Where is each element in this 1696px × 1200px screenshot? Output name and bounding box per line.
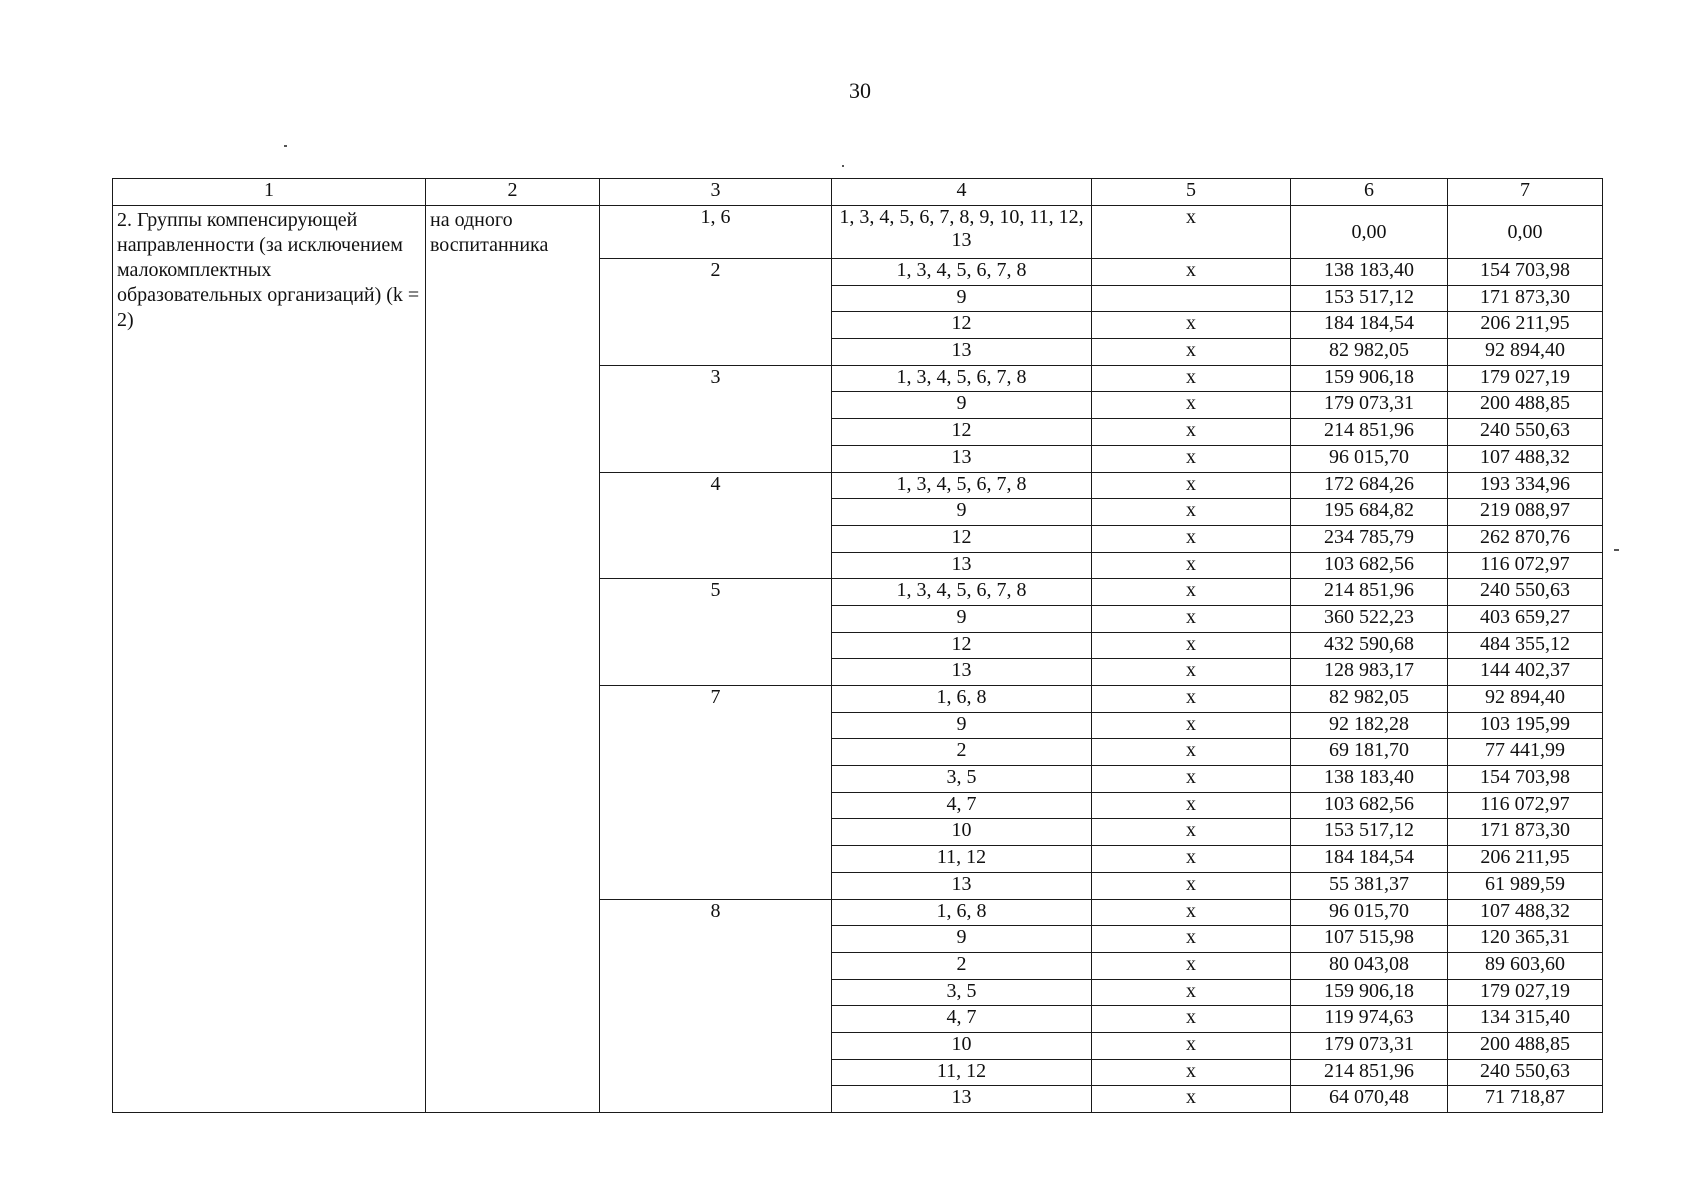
col7-cell: 240 550,63 bbox=[1448, 1059, 1603, 1086]
col5-cell: x bbox=[1092, 712, 1291, 739]
col6-cell: 82 982,05 bbox=[1291, 339, 1448, 366]
col6-cell: 138 183,40 bbox=[1291, 259, 1448, 286]
col5-cell: x bbox=[1092, 899, 1291, 926]
col6-cell: 82 982,05 bbox=[1291, 686, 1448, 713]
col5-cell: x bbox=[1092, 659, 1291, 686]
col6-cell: 214 851,96 bbox=[1291, 579, 1448, 606]
col5-cell: x bbox=[1092, 579, 1291, 606]
col7-cell: 200 488,85 bbox=[1448, 392, 1603, 419]
col6-cell: 80 043,08 bbox=[1291, 952, 1448, 979]
col5-cell: x bbox=[1092, 926, 1291, 953]
col4-cell: 1, 6, 8 bbox=[832, 686, 1092, 713]
col7-cell: 193 334,96 bbox=[1448, 472, 1603, 499]
col5-cell: x bbox=[1092, 499, 1291, 526]
col7-cell: 107 488,32 bbox=[1448, 899, 1603, 926]
col5-cell: x bbox=[1092, 766, 1291, 793]
col4-cell: 9 bbox=[832, 605, 1092, 632]
col5-cell: x bbox=[1092, 632, 1291, 659]
header-cell: 2 bbox=[426, 179, 600, 206]
col7-cell: 61 989,59 bbox=[1448, 872, 1603, 899]
col4-cell: 12 bbox=[832, 632, 1092, 659]
col5-cell: x bbox=[1092, 819, 1291, 846]
col4-cell: 2 bbox=[832, 952, 1092, 979]
col6-cell: 92 182,28 bbox=[1291, 712, 1448, 739]
col5-cell: x bbox=[1092, 552, 1291, 579]
col6-cell: 103 682,56 bbox=[1291, 552, 1448, 579]
col7-cell: 0,00 bbox=[1448, 206, 1603, 259]
col4-cell: 13 bbox=[832, 659, 1092, 686]
col6-cell: 184 184,54 bbox=[1291, 312, 1448, 339]
col5-cell: x bbox=[1092, 339, 1291, 366]
col5-cell: x bbox=[1092, 792, 1291, 819]
col5-cell: x bbox=[1092, 259, 1291, 286]
col5-cell: x bbox=[1092, 1059, 1291, 1086]
col7-cell: 262 870,76 bbox=[1448, 525, 1603, 552]
header-cell: 6 bbox=[1291, 179, 1448, 206]
col6-cell: 214 851,96 bbox=[1291, 1059, 1448, 1086]
col7-cell: 484 355,12 bbox=[1448, 632, 1603, 659]
scan-speck bbox=[842, 165, 844, 167]
col6-cell: 96 015,70 bbox=[1291, 899, 1448, 926]
group-number-cell: 4 bbox=[600, 472, 832, 579]
unit-cell: на одного воспитанника bbox=[426, 206, 600, 1113]
col5-cell: x bbox=[1092, 1032, 1291, 1059]
col4-cell: 4, 7 bbox=[832, 1006, 1092, 1033]
col6-cell: 184 184,54 bbox=[1291, 846, 1448, 873]
col7-cell: 92 894,40 bbox=[1448, 339, 1603, 366]
col7-cell: 134 315,40 bbox=[1448, 1006, 1603, 1033]
col4-cell: 4, 7 bbox=[832, 792, 1092, 819]
col7-cell: 116 072,97 bbox=[1448, 792, 1603, 819]
col7-cell: 92 894,40 bbox=[1448, 686, 1603, 713]
col4-cell: 1, 3, 4, 5, 6, 7, 8 bbox=[832, 259, 1092, 286]
col7-cell: 179 027,19 bbox=[1448, 365, 1603, 392]
col7-cell: 107 488,32 bbox=[1448, 445, 1603, 472]
col6-cell: 153 517,12 bbox=[1291, 819, 1448, 846]
col4-cell: 1, 3, 4, 5, 6, 7, 8 bbox=[832, 472, 1092, 499]
group-number-cell: 5 bbox=[600, 579, 832, 686]
group-number-cell: 2 bbox=[600, 259, 832, 366]
col4-cell: 1, 6, 8 bbox=[832, 899, 1092, 926]
col5-cell bbox=[1092, 285, 1291, 312]
col4-cell: 9 bbox=[832, 926, 1092, 953]
col6-cell: 96 015,70 bbox=[1291, 445, 1448, 472]
col6-cell: 214 851,96 bbox=[1291, 419, 1448, 446]
col4-cell: 13 bbox=[832, 445, 1092, 472]
col7-cell: 144 402,37 bbox=[1448, 659, 1603, 686]
col4-cell: 12 bbox=[832, 525, 1092, 552]
col6-cell: 0,00 bbox=[1291, 206, 1448, 259]
col7-cell: 103 195,99 bbox=[1448, 712, 1603, 739]
col5-cell: x bbox=[1092, 472, 1291, 499]
col5-cell: x bbox=[1092, 605, 1291, 632]
col4-cell: 10 bbox=[832, 1032, 1092, 1059]
col5-cell: x bbox=[1092, 846, 1291, 873]
header-cell: 4 bbox=[832, 179, 1092, 206]
col6-cell: 234 785,79 bbox=[1291, 525, 1448, 552]
page-number: 30 bbox=[849, 78, 871, 103]
table-row bbox=[113, 206, 1603, 259]
header-cell: 5 bbox=[1092, 179, 1291, 206]
col5-cell: x bbox=[1092, 872, 1291, 899]
col5-cell: x bbox=[1092, 445, 1291, 472]
col7-cell: 71 718,87 bbox=[1448, 1086, 1603, 1113]
col4-cell: 1, 3, 4, 5, 6, 7, 8, 9, 10, 11, 12, 13 bbox=[832, 206, 1092, 259]
col6-cell: 64 070,48 bbox=[1291, 1086, 1448, 1113]
col7-cell: 240 550,63 bbox=[1448, 419, 1603, 446]
col4-cell: 9 bbox=[832, 499, 1092, 526]
col7-cell: 77 441,99 bbox=[1448, 739, 1603, 766]
header-cell: 7 bbox=[1448, 179, 1603, 206]
col7-cell: 240 550,63 bbox=[1448, 579, 1603, 606]
col5-cell: x bbox=[1092, 739, 1291, 766]
col5-cell: x bbox=[1092, 952, 1291, 979]
col4-cell: 12 bbox=[832, 419, 1092, 446]
header-cell: 1 bbox=[113, 179, 426, 206]
col5-cell: x bbox=[1092, 419, 1291, 446]
col7-cell: 206 211,95 bbox=[1448, 846, 1603, 873]
col4-cell: 11, 12 bbox=[832, 846, 1092, 873]
col6-cell: 179 073,31 bbox=[1291, 392, 1448, 419]
col6-cell: 128 983,17 bbox=[1291, 659, 1448, 686]
col7-cell: 179 027,19 bbox=[1448, 979, 1603, 1006]
col4-cell: 13 bbox=[832, 1086, 1092, 1113]
col6-cell: 172 684,26 bbox=[1291, 472, 1448, 499]
col7-cell: 154 703,98 bbox=[1448, 766, 1603, 793]
col7-cell: 206 211,95 bbox=[1448, 312, 1603, 339]
col4-cell: 10 bbox=[832, 819, 1092, 846]
col6-cell: 107 515,98 bbox=[1291, 926, 1448, 953]
header-row bbox=[113, 179, 1603, 206]
col5-cell: x bbox=[1092, 686, 1291, 713]
col5-cell: x bbox=[1092, 979, 1291, 1006]
col6-cell: 69 181,70 bbox=[1291, 739, 1448, 766]
col7-cell: 200 488,85 bbox=[1448, 1032, 1603, 1059]
group-number-cell: 7 bbox=[600, 686, 832, 900]
col7-cell: 403 659,27 bbox=[1448, 605, 1603, 632]
col6-cell: 138 183,40 bbox=[1291, 766, 1448, 793]
col5-cell: x bbox=[1092, 365, 1291, 392]
group-number-cell: 3 bbox=[600, 365, 832, 472]
col6-cell: 179 073,31 bbox=[1291, 1032, 1448, 1059]
col4-cell: 3, 5 bbox=[832, 979, 1092, 1006]
col4-cell: 13 bbox=[832, 552, 1092, 579]
group-number-cell: 1, 6 bbox=[600, 206, 832, 259]
col4-cell: 9 bbox=[832, 712, 1092, 739]
header-cell: 3 bbox=[600, 179, 832, 206]
col4-cell: 9 bbox=[832, 285, 1092, 312]
col6-cell: 159 906,18 bbox=[1291, 365, 1448, 392]
group-number-cell: 8 bbox=[600, 899, 832, 1113]
col4-cell: 3, 5 bbox=[832, 766, 1092, 793]
col4-cell: 2 bbox=[832, 739, 1092, 766]
category-cell: 2. Группы компенсирующей направленности (за исключением малокомплектных образовательных организаций) (k = 2) bbox=[113, 206, 426, 1113]
scan-speck bbox=[284, 145, 287, 147]
col7-cell: 171 873,30 bbox=[1448, 285, 1603, 312]
col4-cell: 9 bbox=[832, 392, 1092, 419]
tariff-table bbox=[112, 178, 1603, 1113]
col6-cell: 432 590,68 bbox=[1291, 632, 1448, 659]
col7-cell: 116 072,97 bbox=[1448, 552, 1603, 579]
col5-cell: x bbox=[1092, 1086, 1291, 1113]
col6-cell: 159 906,18 bbox=[1291, 979, 1448, 1006]
col4-cell: 11, 12 bbox=[832, 1059, 1092, 1086]
col7-cell: 171 873,30 bbox=[1448, 819, 1603, 846]
col5-cell: x bbox=[1092, 525, 1291, 552]
col6-cell: 103 682,56 bbox=[1291, 792, 1448, 819]
col6-cell: 360 522,23 bbox=[1291, 605, 1448, 632]
col4-cell: 13 bbox=[832, 872, 1092, 899]
col5-cell: x bbox=[1092, 206, 1291, 259]
col6-cell: 195 684,82 bbox=[1291, 499, 1448, 526]
col4-cell: 1, 3, 4, 5, 6, 7, 8 bbox=[832, 365, 1092, 392]
col5-cell: x bbox=[1092, 1006, 1291, 1033]
col7-cell: 120 365,31 bbox=[1448, 926, 1603, 953]
scan-speck bbox=[1614, 549, 1619, 551]
col4-cell: 13 bbox=[832, 339, 1092, 366]
col7-cell: 154 703,98 bbox=[1448, 259, 1603, 286]
col5-cell: x bbox=[1092, 312, 1291, 339]
col7-cell: 89 603,60 bbox=[1448, 952, 1603, 979]
col4-cell: 1, 3, 4, 5, 6, 7, 8 bbox=[832, 579, 1092, 606]
col6-cell: 153 517,12 bbox=[1291, 285, 1448, 312]
col6-cell: 55 381,37 bbox=[1291, 872, 1448, 899]
col5-cell: x bbox=[1092, 392, 1291, 419]
col6-cell: 119 974,63 bbox=[1291, 1006, 1448, 1033]
col7-cell: 219 088,97 bbox=[1448, 499, 1603, 526]
col4-cell: 12 bbox=[832, 312, 1092, 339]
table-body bbox=[113, 179, 1603, 1113]
